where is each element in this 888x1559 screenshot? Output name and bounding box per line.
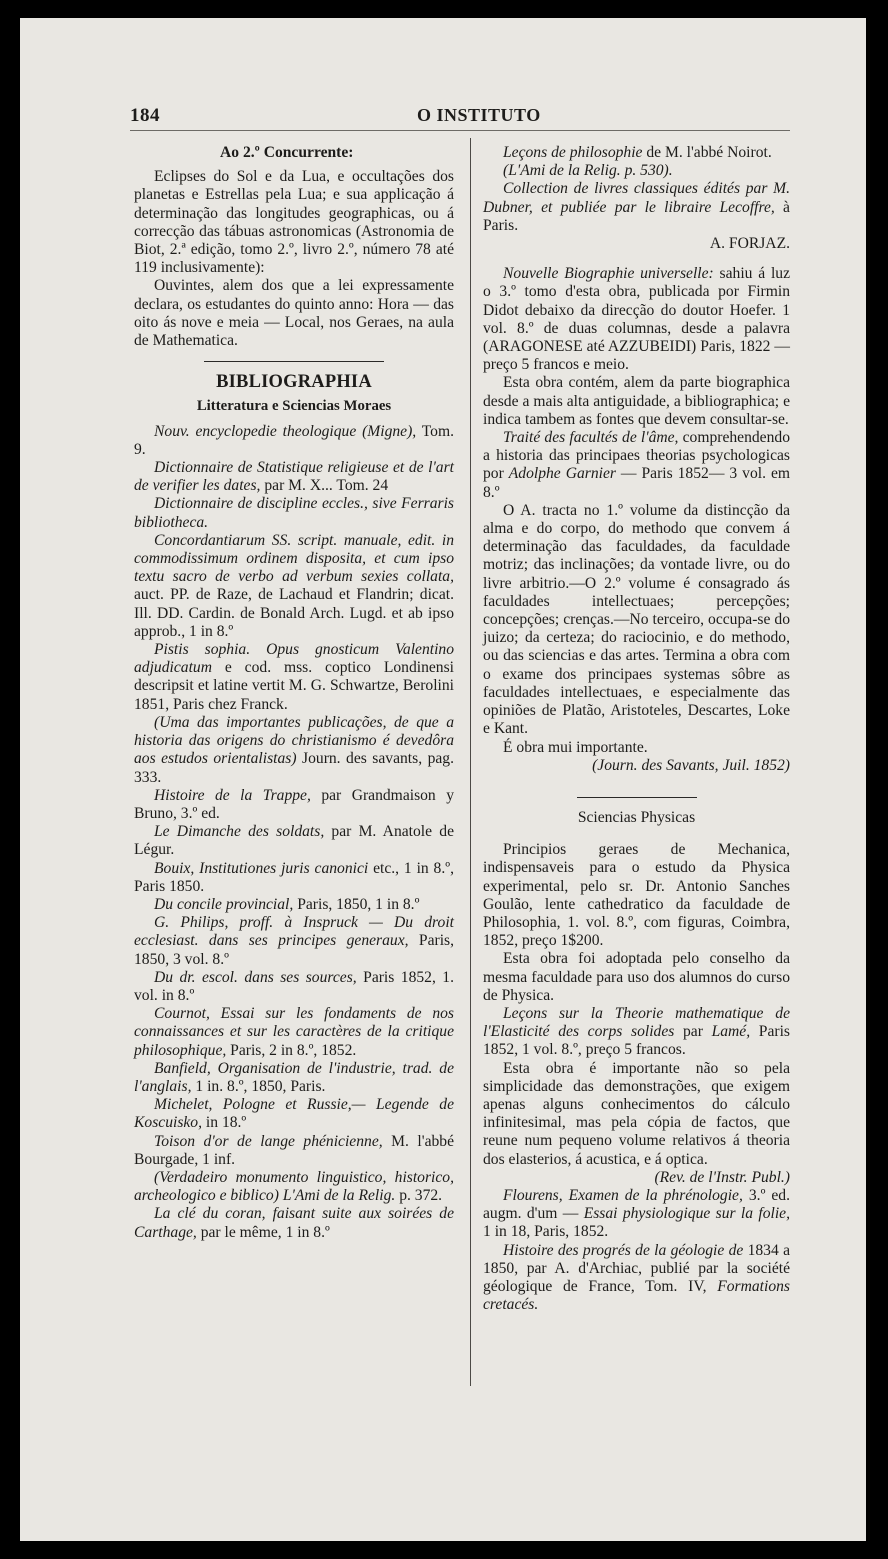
entry-title: Pistis sophia. Opus gnosticum Valentino adjudicatum: [134, 641, 454, 677]
concurrent-heading: Ao 2.º Concurrente:: [220, 144, 354, 161]
bibliography-entry: [134, 459, 454, 495]
traite-paragraph: O A. tracta no 1.º volume da distincção da alma e do corpo, do methodo que convem á determinação das faculdades, da faculdade motriz; das inclinações; da vontade livre, ou do livre arbitrio.—O 2.º volume é consagrado ás faculdades intellectuaes; percepções; concepções; crenças.—No terceiro, occupa-se do juizo; da certeza; do raciocinio, e do methodo, ou das sciencias e das artes. Termina a obra com o exame dos principaes systemas sôbre as faculdades intellectuaes, e especialmente das opiniões de Platão, Aristoteles, Descartes, Loke e Kant.: [483, 501, 790, 738]
bibliography-entry: [134, 641, 454, 714]
bibliography-entry: [134, 914, 454, 969]
principios-entry: Principios geraes de Mechanica, indispensaveis para o estudo da Physica experimental, pelo sr. Dr. Antonio Sanches Goulão, lente cathedratico da faculdade de Philosophia, 1. vol. 8.º, com figuras, Coimbra, 1852, preço 1$200.: [483, 841, 790, 950]
traite-author: Adolphe Garnier: [508, 465, 616, 483]
right-column: [483, 144, 790, 1314]
histoire-entry: [483, 1242, 790, 1315]
bibliography-subheading: Litteratura e Sciencias Moraes: [196, 398, 392, 415]
biographie-entry: [483, 265, 790, 374]
bibliography-entry: [134, 1169, 454, 1205]
entry-details: à Paris.: [483, 198, 790, 234]
flourens-title-2: Essai physiologique sur la folie,: [583, 1205, 790, 1223]
entry-title: Collection de livres classiques édités par M. Dubner, et publiée par le libraire Lecoffre,: [483, 180, 790, 216]
entry-title: (L'Ami de la Relig. p. 530).: [503, 162, 673, 180]
flourens-text: 3.º ed. augm. d'um —: [483, 1186, 791, 1223]
entry-details: Paris, 2 in 8.º, 1852.: [226, 1041, 357, 1059]
entry-details: Paris, 1850, 3 vol. 8.º: [134, 932, 454, 968]
flourens-end: 1 in 18, Paris, 1852.: [483, 1223, 609, 1241]
entry-details: in 18.º: [202, 1114, 247, 1132]
entry-title: Dictionnaire de Statistique religieuse et de l'art de verifier les dates,: [134, 459, 454, 495]
entry-details: de M. l'abbé Noirot.: [642, 144, 772, 161]
bibliography-entry: [134, 823, 454, 859]
bibliography-entry: [134, 969, 454, 1005]
section-heading: Sciencias Physicas: [577, 808, 696, 826]
bibliography-entry: [134, 1205, 454, 1241]
signature-line: [483, 235, 790, 253]
bibliography-entry: [134, 532, 454, 641]
traite-paragraph-2: É obra mui importante.: [503, 738, 648, 756]
bibliography-entry: [483, 162, 790, 180]
entry-details: par le même, 1 in 8.º: [196, 1223, 330, 1241]
lecons-text: par: [674, 1023, 712, 1041]
lecons-entry: [483, 1005, 790, 1060]
entry-details: Tom. 9.: [134, 422, 454, 458]
lecons-paragraph: Esta obra é importante não so pela simplicidade das demonstrações, que exigem apenas alguns conhecimentos do cálculo infinitesimal, mas pela cópia de factos, que reune num pequeno volume relativos á theoria dos elasterios, á acustica, e á optica.: [483, 1059, 790, 1168]
entry-title: (Verdadeiro monumento linguistico, historico, archeologico e biblico) L'Ami de la Relig.: [134, 1168, 454, 1205]
left-column: [134, 144, 454, 1242]
section-rule: [204, 361, 384, 362]
header-rule: [130, 130, 790, 131]
entry-title: Toison d'or de lange phénicienne,: [154, 1132, 383, 1150]
histoire-end: Formations cretacés.: [483, 1277, 790, 1314]
entry-title: Du dr. escol. dans ses sources,: [154, 968, 357, 986]
author-signature: A. FORJAZ.: [709, 235, 790, 253]
entry-details: Journ. des savants, pag. 333.: [134, 750, 454, 786]
biographie-title: Nouvelle Biographie universelle:: [503, 265, 714, 283]
principios-paragraph: Esta obra foi adoptada pelo conselho da mesma faculdade para uso dos alumnos do curso de Physica.: [483, 950, 790, 1004]
bibliography-entry: [134, 1133, 454, 1169]
biographie-text: sahiu á luz o 3.º tomo d'esta obra, publicada por Firmin Didot debaixo da direcção do doutor Hoefer. 1 vol. 8.º de duas columnas, desde a palavra (ARAGONESE até AZZUBEIDI) Paris, 1822 — preço 5 francos e meio.: [483, 265, 790, 374]
bibliography-entry: [134, 423, 454, 459]
entry-title: Dictionnaire de discipline eccles., sive Ferraris bibliotheca.: [134, 495, 454, 531]
bibliography-entry: [134, 896, 454, 914]
entry-title: Leçons de philosophie: [503, 144, 643, 161]
entry-details: Paris, 1850, 1 in 8.º: [293, 895, 420, 913]
lecons-source: (Rev. de l'Instr. Publ.): [654, 1168, 790, 1186]
entry-title: Concordantiarum SS. script. manuale, edit. in commodissimum ordinem disposita, et cum ipso textu sacro de verbo ad verbum sexies collata,: [134, 531, 454, 586]
column-divider: [470, 138, 471, 1386]
concurrent-paragraph: Eclipses do Sol e da Lua, e occultações dos planetas e Estrellas pela Lua; e sua applicação á determinação das longitudes geographicas, ou á correcção das tábuas astronomicas (Astronomia de Biot, 2.ª edição, tomo 2.º, livro 2.º, número 78 até 119 inclusivamente):: [134, 168, 454, 277]
bibliography-entry: [134, 1096, 454, 1132]
entry-title: Le Dimanche des soldats,: [154, 823, 325, 841]
entry-details: auct. PP. de Raze, de Lachaud et Flandrin; dicat. Ill. DD. Cardin. de Bonald Arch. Lugd. et ab ipso approb., 1 in 8.º: [134, 586, 454, 640]
concurrent-paragraph: Ouvintes, alem dos que a lei expressamente declara, os estudantes do quinto anno: Hora — das oito ás nove e meia — Local, nos Geraes, na aula de Mathematica.: [134, 277, 454, 350]
flourens-title: Flourens, Examen de la phrénologie,: [503, 1186, 743, 1204]
entry-details: par Grandmaison y Bruno, 3.º ed.: [134, 786, 454, 822]
bibliography-heading: BIBLIOGRAPHIA: [216, 372, 372, 393]
journal-title: O INSTITUTO: [417, 105, 541, 125]
bibliography-entry: [134, 860, 454, 896]
bibliography-entries-continued: [483, 144, 790, 235]
entry-title: Histoire de la Trappe,: [154, 786, 311, 804]
bibliography-entry: [134, 787, 454, 823]
lecons-end: Paris 1852, 1 vol. 8.º, preço 5 francos.: [483, 1023, 790, 1059]
page-number: 184: [130, 105, 160, 126]
bibliography-entry: [134, 1005, 454, 1060]
bibliography-entry: [483, 180, 790, 235]
entry-title: Nouv. encyclopedie theologique (Migne),: [154, 422, 417, 440]
entry-title: Michelet, Pologne et Russie,— Legende de Koscuisko,: [134, 1096, 454, 1132]
traite-title: Traité des facultés de l'âme,: [503, 429, 679, 447]
section-rule: [577, 797, 697, 798]
entry-title: La clé du coran, faisant suite aux soirées de Carthage,: [134, 1205, 454, 1241]
biographie-paragraph: Esta obra contém, alem da parte biographica desde a mais alta antiguidade, a bibliographica; e indica tambem as fontes que devem consultar-se.: [483, 374, 790, 428]
traite-text: comprehendendo a historia das principaes theorias psychologicas por: [483, 429, 790, 483]
entry-title: Cournot, Essai sur les fondaments de nos connaissances et sur les caractères de la critique philosophique,: [134, 1005, 454, 1059]
entry-details: Paris 1852, 1. vol. in 8.º: [134, 968, 454, 1004]
entry-details: e cod. mss. coptico Londinensi descripsit et latine vertit M. G. Schwartze, Berolini 1851, Paris chez Franck.: [134, 659, 454, 713]
entry-title: Du concile provincial,: [154, 895, 294, 913]
lecons-author: Lamé,: [711, 1023, 751, 1041]
entry-title: Bouix, Institutiones juris canonici: [154, 859, 369, 877]
entry-details: p. 372.: [395, 1187, 443, 1205]
histoire-text: 1834 a 1850, par A. d'Archiac, publié par la société géologique de France, Tom. IV,: [483, 1241, 790, 1295]
bibliography-entry: [483, 144, 790, 162]
entry-title: G. Philips, proff. à Inspruck — Du droit ecclesiast. dans ses principes generaux,: [134, 914, 454, 950]
traite-entry: [483, 429, 790, 502]
bibliography-entry: [134, 495, 454, 531]
traite-source: (Journ. des Savants, Juil. 1852): [592, 756, 790, 774]
histoire-title: Histoire des progrés de la géologie de: [503, 1241, 744, 1259]
entry-details: etc., 1 in 8.º, Paris 1850.: [134, 859, 454, 895]
flourens-entry: [483, 1187, 790, 1242]
bibliography-entry: [134, 714, 454, 787]
entry-details: par M. X... Tom. 24: [260, 477, 389, 495]
entry-details: 1 in. 8.º, 1850, Paris.: [191, 1077, 326, 1095]
entry-details: M. l'abbé Bourgade, 1 inf.: [134, 1132, 455, 1168]
entry-details: par M. Anatole de Légur.: [134, 823, 454, 859]
lecons-title: Leçons sur la Theorie mathematique de l'Elasticité des corps solides: [483, 1004, 790, 1041]
entry-title: Banfield, Organisation de l'industrie, trad. de l'anglais,: [134, 1059, 454, 1095]
entry-title: (Uma das importantes publicações, de que a historia das origens do christianismo é devedôra aos estudos orientalistas): [134, 713, 454, 768]
bibliography-entry: [134, 1060, 454, 1096]
traite-end: — Paris 1852— 3 vol. em 8.º: [483, 465, 790, 501]
bibliography-entries: [134, 423, 454, 1242]
